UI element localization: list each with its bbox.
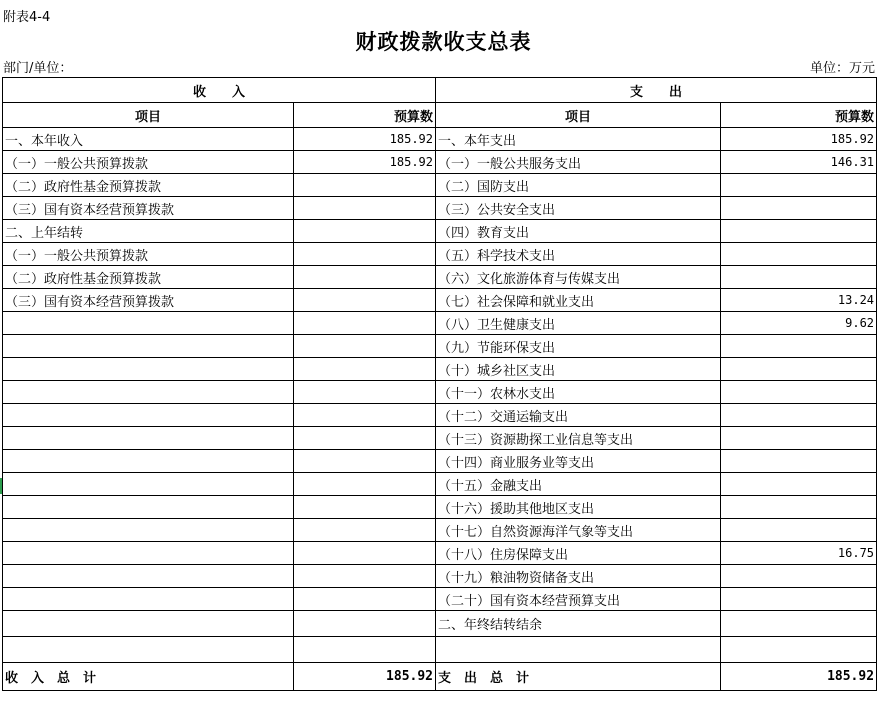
table-row <box>3 588 877 611</box>
table-row <box>3 565 877 588</box>
expense-item-cell[interactable]: （九）节能环保支出 <box>436 335 721 358</box>
table-row <box>3 312 877 335</box>
expense-budget-cell[interactable]: 146.31 <box>721 151 877 174</box>
expense-item-cell[interactable]: （十五）金融支出 <box>436 473 721 496</box>
income-budget-cell[interactable] <box>294 542 436 565</box>
expense-item-header: 项目 <box>436 103 721 128</box>
expense-budget-cell[interactable] <box>721 174 877 197</box>
expense-item-cell[interactable]: （十）城乡社区支出 <box>436 358 721 381</box>
expense-budget-cell[interactable]: 13.24 <box>721 289 877 312</box>
expense-item-cell[interactable]: （八）卫生健康支出 <box>436 312 721 335</box>
expense-item-cell[interactable]: （十二）交通运输支出 <box>436 404 721 427</box>
income-item-cell[interactable] <box>3 404 294 427</box>
expense-item-cell[interactable]: （十九）粮油物资储备支出 <box>436 565 721 588</box>
expense-budget-cell[interactable] <box>721 243 877 266</box>
expense-header: 支 出 <box>436 78 877 103</box>
income-budget-cell[interactable] <box>294 358 436 381</box>
expense-budget-cell[interactable]: 9.62 <box>721 312 877 335</box>
attachment-label: 附表4-4 <box>3 10 51 25</box>
income-item-cell[interactable] <box>3 588 294 611</box>
expense-budget-cell[interactable]: 16.75 <box>721 542 877 565</box>
income-total-value[interactable]: 185.92 <box>294 663 436 691</box>
table-row <box>3 335 877 358</box>
expense-total-value[interactable]: 185.92 <box>721 663 877 691</box>
expense-budget-cell[interactable] <box>721 335 877 358</box>
expense-item-cell[interactable]: （十三）资源勘探工业信息等支出 <box>436 427 721 450</box>
expense-item-cell[interactable]: （十八）住房保障支出 <box>436 542 721 565</box>
income-item-cell[interactable]: （二）政府性基金预算拨款 <box>3 266 294 289</box>
department-label: 部门/单位： <box>3 61 73 76</box>
unit-label: 单位：万元 <box>809 61 875 76</box>
income-budget-cell[interactable] <box>294 611 436 637</box>
income-budget-cell[interactable] <box>294 197 436 220</box>
table-row <box>3 197 877 220</box>
income-budget-cell[interactable] <box>294 289 436 312</box>
income-budget-cell[interactable]: 185.92 <box>294 151 436 174</box>
table-row <box>3 496 877 519</box>
table-row <box>3 128 877 151</box>
table-row <box>3 519 877 542</box>
income-item-cell[interactable] <box>3 381 294 404</box>
income-budget-cell[interactable] <box>294 565 436 588</box>
income-budget-cell[interactable] <box>294 519 436 542</box>
income-budget-cell[interactable] <box>294 450 436 473</box>
income-item-cell[interactable]: 二、上年结转 <box>3 220 294 243</box>
section-header-row <box>3 78 877 103</box>
table-row <box>3 243 877 266</box>
income-item-cell[interactable] <box>3 519 294 542</box>
expense-budget-cell[interactable] <box>721 266 877 289</box>
expense-item-cell[interactable]: （二）国防支出 <box>436 174 721 197</box>
income-budget-cell[interactable] <box>294 220 436 243</box>
income-budget-cell[interactable] <box>294 312 436 335</box>
income-budget-cell[interactable] <box>294 588 436 611</box>
table-row <box>3 289 877 312</box>
income-item-cell[interactable] <box>3 427 294 450</box>
income-item-header: 项目 <box>3 103 294 128</box>
expense-item-cell[interactable]: 二、年终结转结余 <box>436 611 721 637</box>
expense-item-cell[interactable]: 一、本年支出 <box>436 128 721 151</box>
income-item-cell[interactable]: （一）一般公共预算拨款 <box>3 151 294 174</box>
expense-item-cell[interactable]: （一）一般公共服务支出 <box>436 151 721 174</box>
expense-item-cell[interactable]: （六）文化旅游体育与传媒支出 <box>436 266 721 289</box>
expense-item-cell[interactable]: （十六）援助其他地区支出 <box>436 496 721 519</box>
table-row <box>3 611 877 637</box>
table-row <box>3 381 877 404</box>
income-item-cell[interactable] <box>3 335 294 358</box>
expense-budget-cell[interactable] <box>721 427 877 450</box>
table-row <box>3 404 877 427</box>
budget-table <box>2 77 877 691</box>
income-budget-cell[interactable] <box>294 174 436 197</box>
expense-item-cell[interactable]: （三）公共安全支出 <box>436 197 721 220</box>
table-row <box>3 427 877 450</box>
income-item-cell[interactable] <box>3 473 294 496</box>
income-budget-cell[interactable] <box>294 335 436 358</box>
expense-total-label[interactable]: 支 出 总 计 <box>436 663 721 691</box>
income-item-cell[interactable]: （一）一般公共预算拨款 <box>3 243 294 266</box>
page-title: 财政拨款收支总表 <box>355 29 532 54</box>
income-budget-cell[interactable] <box>294 637 436 663</box>
expense-budget-cell[interactable] <box>721 220 877 243</box>
income-item-cell[interactable]: 一、本年收入 <box>3 128 294 151</box>
expense-item-cell[interactable]: （十七）自然资源海洋气象等支出 <box>436 519 721 542</box>
income-item-cell[interactable] <box>3 565 294 588</box>
table-row <box>3 151 877 174</box>
table-row <box>3 174 877 197</box>
income-budget-cell[interactable] <box>294 381 436 404</box>
table-row <box>3 637 877 663</box>
expense-budget-cell[interactable] <box>721 519 877 542</box>
expense-budget-cell[interactable] <box>721 404 877 427</box>
income-item-cell[interactable] <box>3 450 294 473</box>
column-header-row <box>3 103 877 128</box>
expense-budget-cell[interactable]: 185.92 <box>721 128 877 151</box>
income-item-cell[interactable]: （三）国有资本经营预算拨款 <box>3 197 294 220</box>
expense-budget-cell[interactable] <box>721 611 877 637</box>
income-item-cell[interactable]: （二）政府性基金预算拨款 <box>3 174 294 197</box>
expense-budget-cell[interactable] <box>721 496 877 519</box>
table-row <box>3 473 877 496</box>
income-item-cell[interactable]: （三）国有资本经营预算拨款 <box>3 289 294 312</box>
income-budget-cell[interactable] <box>294 496 436 519</box>
income-header: 收 入 <box>3 78 436 103</box>
income-budget-cell[interactable] <box>294 427 436 450</box>
table-row <box>3 220 877 243</box>
table-row <box>3 266 877 289</box>
expense-budget-cell[interactable] <box>721 197 877 220</box>
expense-item-cell[interactable]: （七）社会保障和就业支出 <box>436 289 721 312</box>
expense-item-cell[interactable] <box>436 637 721 663</box>
income-item-cell[interactable] <box>3 542 294 565</box>
table-row <box>3 542 877 565</box>
table-row <box>3 450 877 473</box>
income-item-cell[interactable] <box>3 496 294 519</box>
income-budget-header: 预算数 <box>294 103 436 128</box>
expense-budget-cell[interactable] <box>721 637 877 663</box>
expense-budget-cell[interactable] <box>721 473 877 496</box>
income-budget-cell[interactable] <box>294 266 436 289</box>
total-row <box>3 663 877 691</box>
income-budget-cell[interactable]: 185.92 <box>294 128 436 151</box>
income-item-cell[interactable] <box>3 611 294 637</box>
expense-budget-cell[interactable] <box>721 588 877 611</box>
expense-budget-cell[interactable] <box>721 381 877 404</box>
income-budget-cell[interactable] <box>294 243 436 266</box>
income-budget-cell[interactable] <box>294 473 436 496</box>
expense-budget-cell[interactable] <box>721 565 877 588</box>
income-item-cell[interactable] <box>3 358 294 381</box>
expense-item-cell[interactable]: （十一）农林水支出 <box>436 381 721 404</box>
income-budget-cell[interactable] <box>294 404 436 427</box>
expense-budget-cell[interactable] <box>721 358 877 381</box>
expense-item-cell[interactable]: （十四）商业服务业等支出 <box>436 450 721 473</box>
expense-budget-cell[interactable] <box>721 450 877 473</box>
table-row <box>3 358 877 381</box>
income-item-cell[interactable] <box>3 312 294 335</box>
income-item-cell[interactable] <box>3 637 294 663</box>
expense-item-cell[interactable]: （二十）国有资本经营预算支出 <box>436 588 721 611</box>
income-total-label[interactable]: 收 入 总 计 <box>3 663 294 691</box>
expense-item-cell[interactable]: （五）科学技术支出 <box>436 243 721 266</box>
expense-item-cell[interactable]: （四）教育支出 <box>436 220 721 243</box>
expense-budget-header: 预算数 <box>721 103 877 128</box>
